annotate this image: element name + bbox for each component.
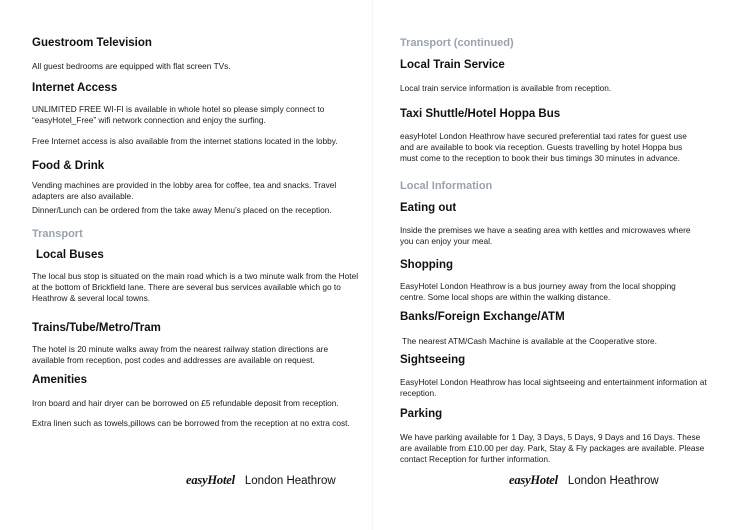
easyhotel-logo: easyHotel <box>186 473 235 487</box>
brand-location: London Heathrow <box>567 475 659 487</box>
taxi-heading: Taxi Shuttle/Hotel Hoppa Bus <box>400 108 561 120</box>
sightseeing-heading: Sightseeing <box>400 354 466 366</box>
taxi-text: easyHotel London Heathrow have secured preferential taxi rates for guest use and are available to book via reception. Guests travelling by hotel Hoppa bus must come to the reception to book their bus timings 30 minutes in advance. <box>400 131 687 163</box>
train-heading: Local Train Service <box>400 59 505 71</box>
internet-text-2: Free Internet access is also available from the internet stations located in the lobby. <box>32 136 338 146</box>
tv-heading: Guestroom Television <box>32 37 152 49</box>
banks-text: The nearest ATM/Cash Machine is available at the Cooperative store. <box>402 336 657 346</box>
amenities-text-1: Iron board and hair dryer can be borrowed on £5 refundable deposit from reception. <box>32 398 339 408</box>
internet-text-1: UNLIMITED FREE WI-FI is available in whole hotel so please simply connect to “easyHotel_Free” wifi network connection and enjoy the surfing. <box>32 104 325 125</box>
local-information-section-heading: Local Information <box>400 180 493 192</box>
train-text: Local train service information is available from reception. <box>400 83 612 93</box>
easyhotel-logo: easyHotel <box>509 473 558 487</box>
food-text-2: Dinner/Lunch can be ordered from the take away Menu’s placed on the reception. <box>32 205 332 215</box>
amenities-text-2: Extra linen such as towels,pillows can be borrowed from the reception at no extra cost. <box>32 418 350 428</box>
transport-continued-section-heading: Transport (continued) <box>400 37 514 49</box>
brand-footer-right <box>509 473 659 488</box>
sightseeing-text: EasyHotel London Heathrow has local sightseeing and entertainment information at reception. <box>400 377 707 398</box>
trains-text: The hotel is 20 minute walks away from the nearest railway station directions are available from reception, post codes and addresses are available on request. <box>32 344 329 365</box>
food-heading: Food & Drink <box>32 160 105 172</box>
buses-heading: Local Buses <box>36 249 104 261</box>
eating-heading: Eating out <box>400 202 457 214</box>
banks-heading: Banks/Foreign Exchange/ATM <box>400 311 565 323</box>
trains-heading: Trains/Tube/Metro/Tram <box>32 322 161 334</box>
buses-text: The local bus stop is situated on the main road which is a two minute walk from the Hotel at the bottom of Brickfield lane. There are several bus services available which go to Heathrow & several local towns. <box>32 271 359 303</box>
brand-location: London Heathrow <box>244 475 336 487</box>
brand-footer-left <box>186 473 336 488</box>
amenities-heading: Amenities <box>32 374 87 386</box>
transport-section-heading: Transport <box>32 228 83 240</box>
internet-heading: Internet Access <box>32 82 118 94</box>
parking-text: We have parking available for 1 Day, 3 Days, 5 Days, 9 Days and 16 Days. These are available from £10.00 per day. Park, Stay & Fly packages are available. Please contact Reception for further information. <box>400 432 705 464</box>
eating-text: Inside the premises we have a seating area with kettles and microwaves where you can enjoy your meal. <box>400 225 691 246</box>
tv-text: All guest bedrooms are equipped with flat screen TVs. <box>32 61 231 71</box>
shopping-text: EasyHotel London Heathrow is a bus journey away from the local shopping centre. Some local shops are within the walking distance. <box>400 281 676 302</box>
page-fold <box>372 0 373 530</box>
parking-heading: Parking <box>400 408 443 420</box>
food-text-1: Vending machines are provided in the lobby area for coffee, tea and snacks. Travel adapters are also available. <box>32 180 337 201</box>
shopping-heading: Shopping <box>400 259 454 271</box>
